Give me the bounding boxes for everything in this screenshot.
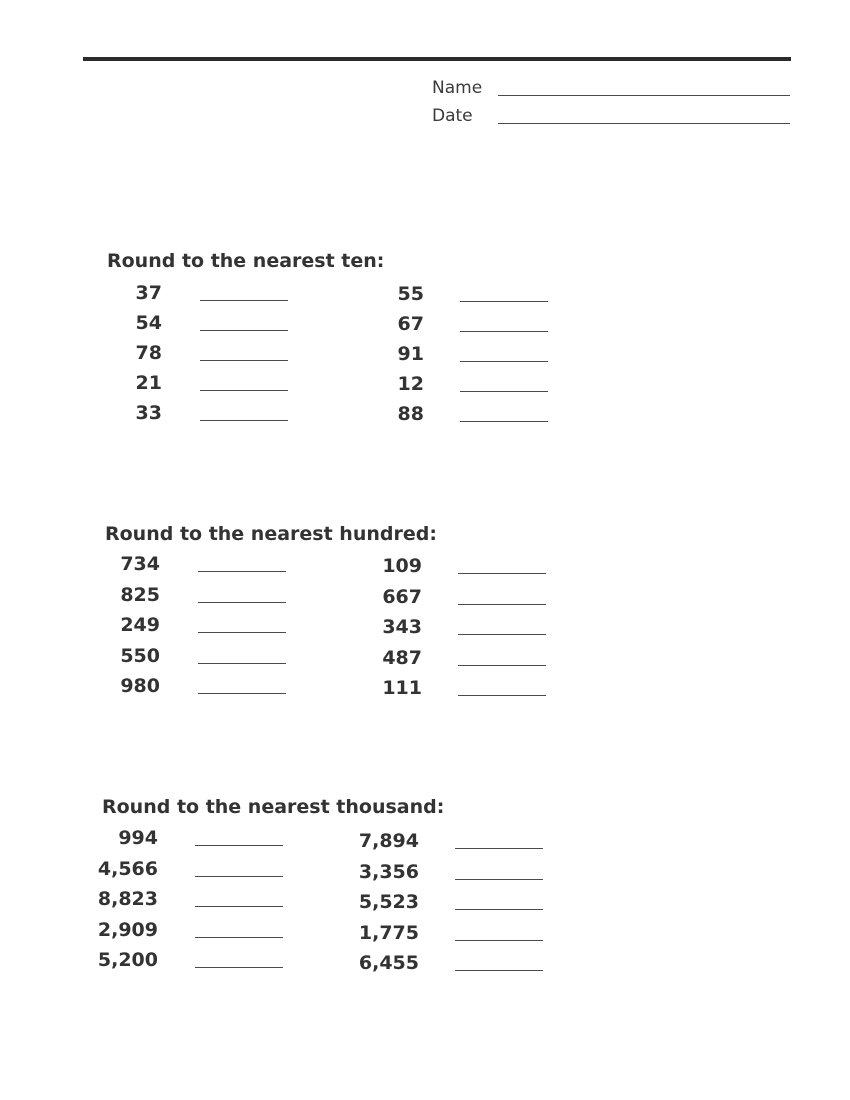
answer-blank[interactable] (200, 420, 288, 421)
answer-blank[interactable] (455, 879, 543, 880)
answer-blank[interactable] (198, 663, 286, 664)
section-title: Round to the nearest thousand: (102, 796, 445, 818)
answer-blank[interactable] (458, 665, 546, 666)
problem-number: 109 (382, 555, 422, 577)
problem-number: 8,823 (97, 888, 158, 910)
answer-blank[interactable] (200, 300, 288, 301)
answer-blank[interactable] (198, 632, 286, 633)
problem-number: 249 (120, 614, 160, 636)
problem-number: 2,909 (97, 918, 158, 941)
answer-blank[interactable] (460, 391, 548, 392)
problem-number: 78 (135, 342, 162, 364)
answer-blank[interactable] (195, 967, 283, 968)
problem-number: 4,566 (97, 857, 158, 880)
date-label: Date (432, 106, 473, 126)
answer-blank[interactable] (460, 361, 548, 362)
answer-blank[interactable] (458, 604, 546, 605)
problem-number: 667 (382, 585, 422, 608)
problem-number: 734 (120, 553, 160, 575)
problem-number: 1,775 (358, 921, 419, 944)
answer-blank[interactable] (458, 573, 546, 574)
problem-number: 55 (397, 283, 424, 305)
problem-number: 67 (397, 313, 424, 335)
answer-blank[interactable] (458, 634, 546, 635)
problem-number: 5,523 (358, 891, 419, 913)
answer-blank[interactable] (195, 845, 283, 846)
problem-number: 6,455 (358, 952, 419, 974)
problem-number: 550 (120, 644, 160, 667)
top-rule (83, 57, 791, 61)
answer-blank[interactable] (198, 693, 286, 694)
section-title: Round to the nearest ten: (107, 250, 385, 272)
answer-blank[interactable] (455, 909, 543, 910)
section-title: Round to the nearest hundred: (105, 523, 437, 545)
answer-blank[interactable] (460, 331, 548, 332)
date-field[interactable] (498, 123, 790, 124)
problem-number: 21 (135, 372, 162, 394)
answer-blank[interactable] (458, 695, 546, 696)
problem-number: 54 (135, 312, 162, 334)
problem-number: 980 (120, 675, 160, 697)
problem-number: 343 (382, 616, 422, 638)
answer-blank[interactable] (198, 602, 286, 603)
problem-number: 7,894 (358, 830, 419, 852)
answer-blank[interactable] (200, 360, 288, 361)
answer-blank[interactable] (195, 937, 283, 938)
answer-blank[interactable] (198, 571, 286, 572)
answer-blank[interactable] (195, 906, 283, 907)
problem-number: 111 (382, 677, 422, 699)
problem-number: 825 (120, 583, 160, 606)
answer-blank[interactable] (200, 390, 288, 391)
problem-number: 88 (397, 403, 424, 425)
name-field[interactable] (498, 95, 790, 96)
answer-blank[interactable] (455, 970, 543, 971)
problem-number: 37 (135, 282, 162, 304)
answer-blank[interactable] (460, 421, 548, 422)
answer-blank[interactable] (460, 301, 548, 302)
problem-number: 3,356 (358, 860, 419, 883)
problem-number: 5,200 (97, 949, 158, 971)
problem-number: 33 (135, 402, 162, 424)
answer-blank[interactable] (455, 848, 543, 849)
problem-number: 994 (118, 827, 158, 849)
problem-number: 91 (397, 343, 424, 365)
problem-number: 12 (397, 373, 424, 395)
answer-blank[interactable] (200, 330, 288, 331)
answer-blank[interactable] (455, 940, 543, 941)
name-label: Name (432, 78, 483, 98)
answer-blank[interactable] (195, 876, 283, 877)
problem-number: 487 (382, 646, 422, 669)
